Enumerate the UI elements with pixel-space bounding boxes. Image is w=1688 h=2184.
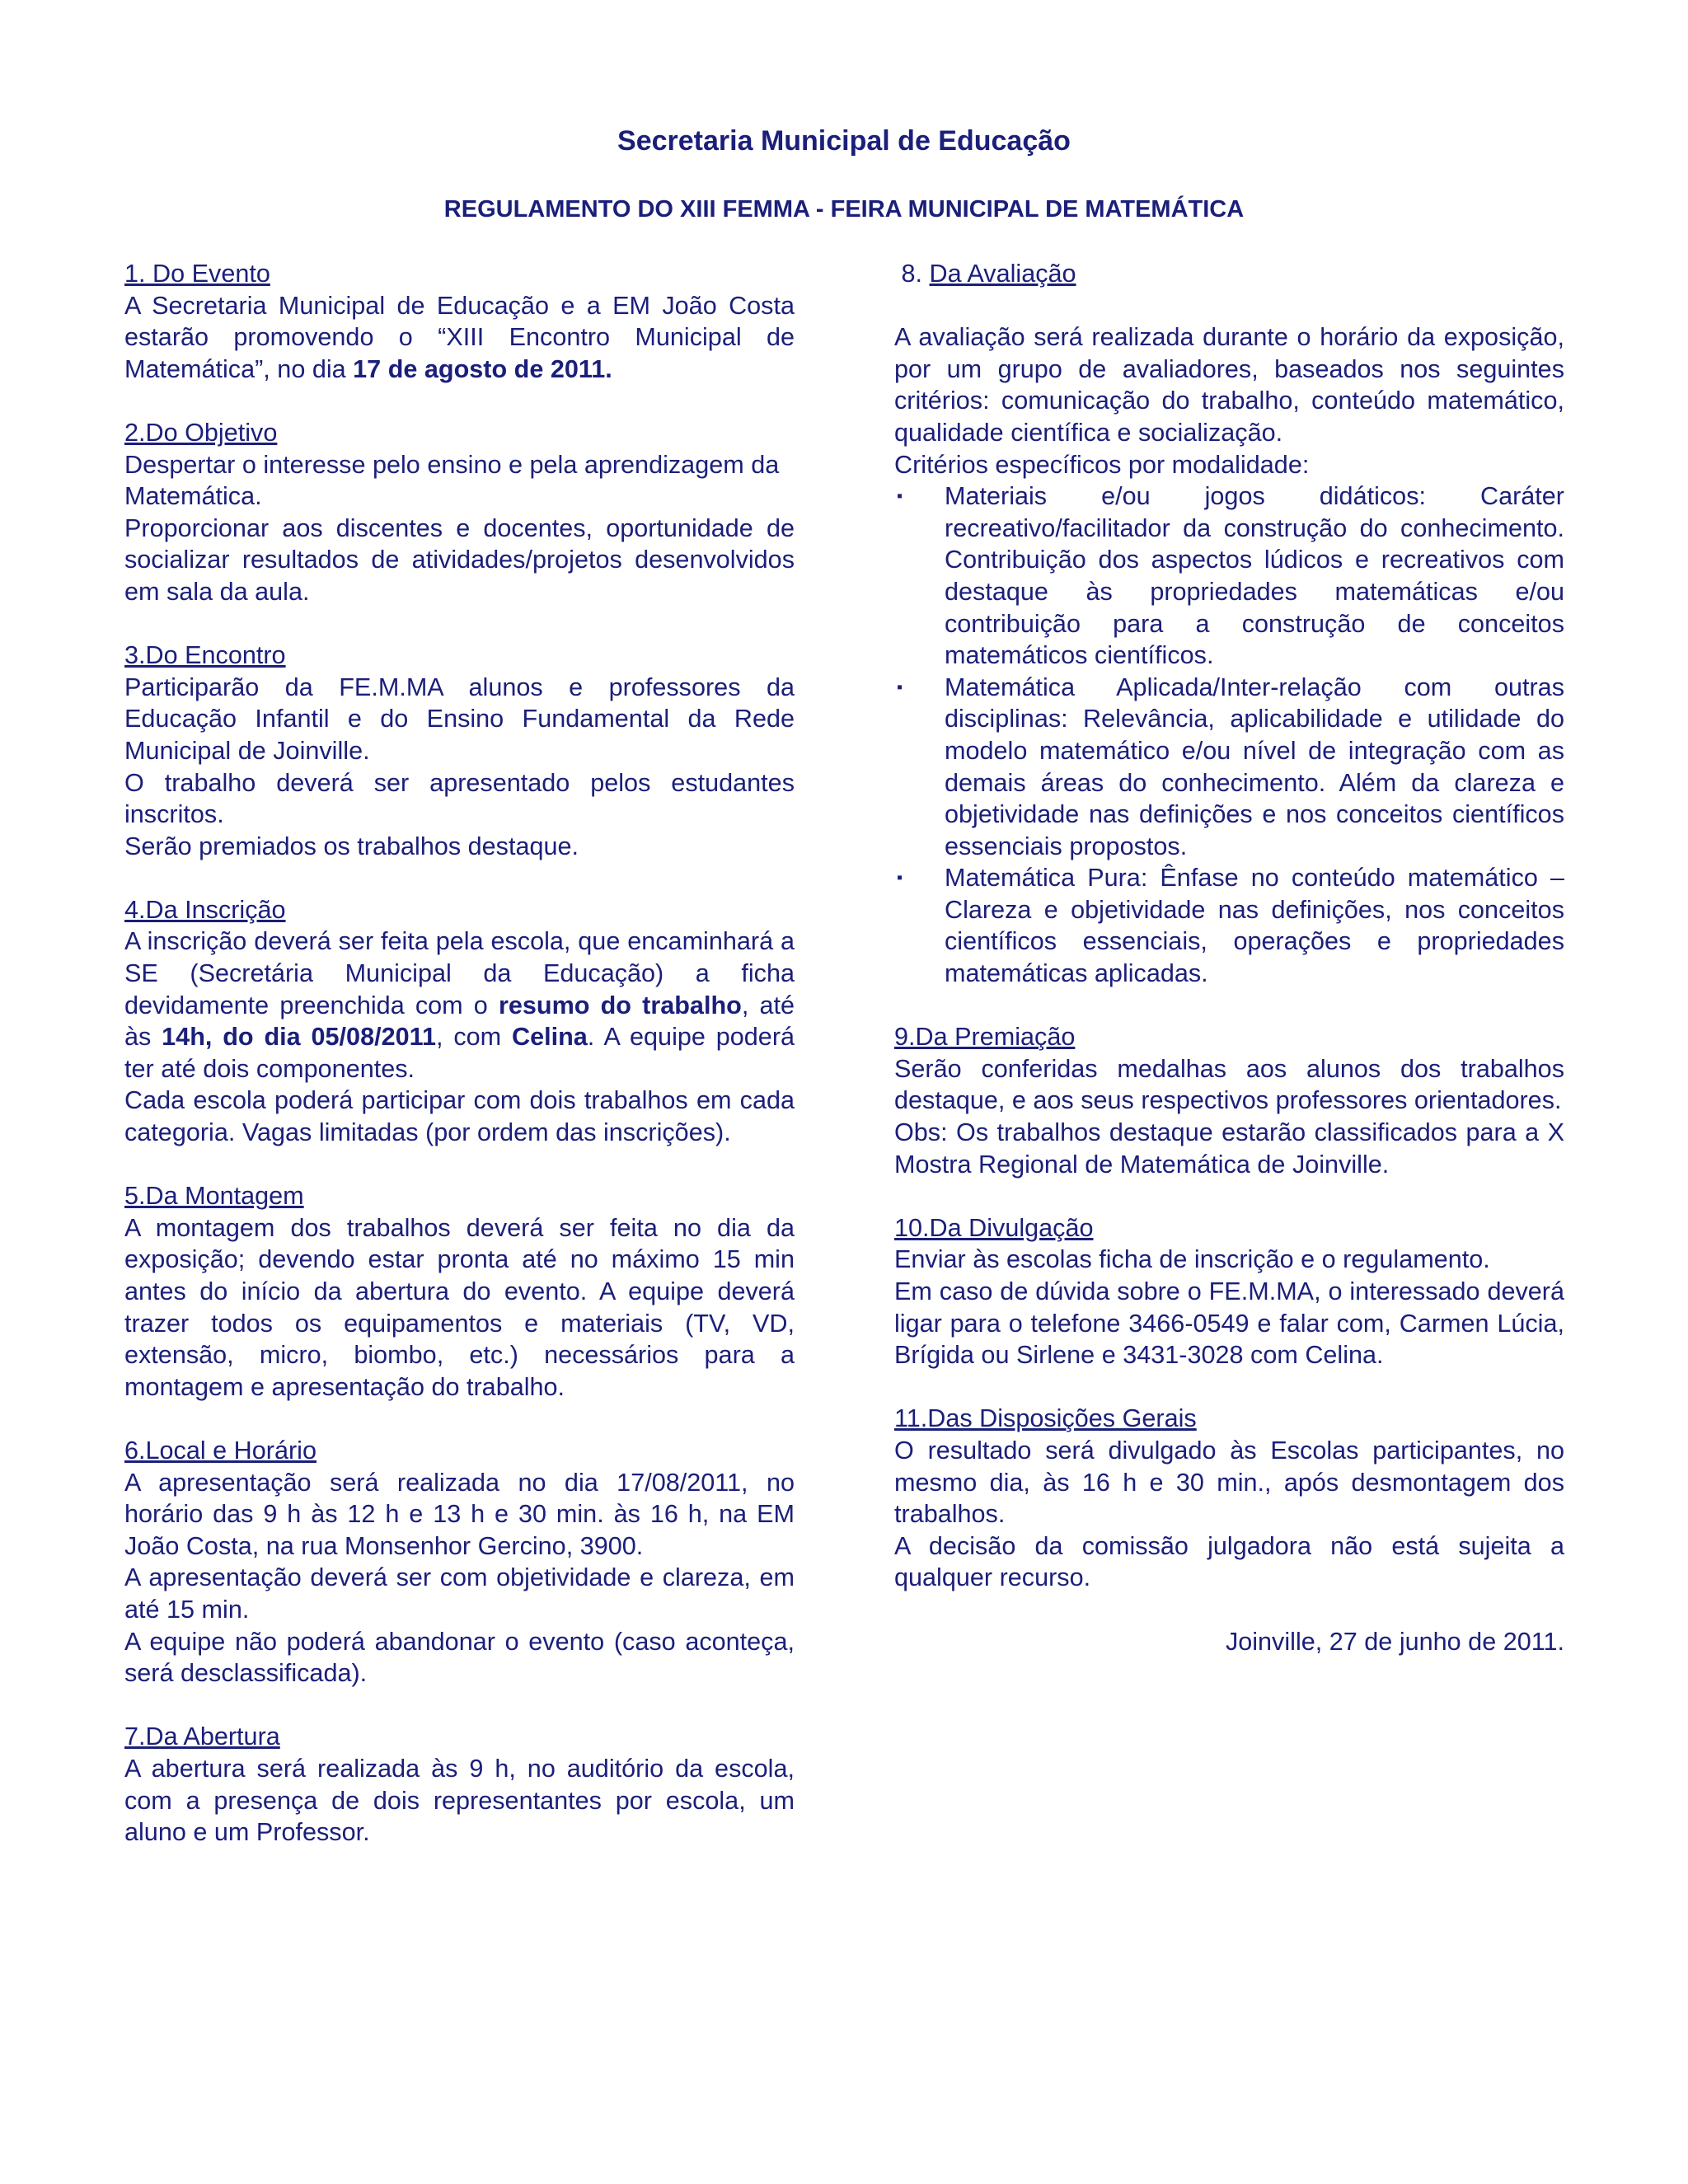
section-paragraph: Cada escola poderá participar com dois trabalhos em cada categoria. Vagas limitadas (por ordem das inscrições). [124,1086,795,1147]
text-run: A inscrição deverá ser feita pela escola, que encaminhará a SE (Secretária Municipal da Educação) a ficha devidamente preenchida com o [124,927,795,1019]
bold-text: resumo do trabalho [498,991,742,1019]
section-title: 10.Da Divulgação [894,1213,1094,1242]
section-title: 3.Do Encontro [124,641,286,670]
section-awards [894,1021,1564,1180]
section-paragraph [124,926,795,1085]
section-paragraph: Critérios específicos por modalidade: [894,450,1310,479]
section-paragraph: A decisão da comissão julgadora não está sujeita a qualquer recurso. [894,1531,1564,1592]
section-paragraph: A abertura será realizada às 9 h, no auditório da escola, com a presença de dois representantes por escola, um aluno e um Professor. [124,1754,795,1847]
section-title: 4.Da Inscrição [124,895,286,924]
section-paragraph: Enviar às escolas ficha de inscrição e o regulamento. [894,1245,1490,1274]
bullet-icon: ▪ [897,677,903,696]
section-paragraph: Despertar o interesse pelo ensino e pela aprendizagem da Matemática. [124,450,780,511]
deadline: 14h, do dia 05/08/2011 [162,1023,436,1052]
list-item [894,672,1564,863]
section-paragraph: A equipe não poderá abandonar o evento (caso aconteça, será desclassificada). [124,1627,795,1688]
section-general-provisions [894,1403,1564,1594]
section-title: 11.Das Disposições Gerais [894,1404,1197,1433]
section-paragraph: A apresentação será realizada no dia 17/08/2011, no horário das 9 h às 12 h e 13 h e 30 min. às 16 h, na EM João Costa, na rua Monsenhor Gercino, 3900. [124,1468,795,1560]
section-evaluation [894,258,1564,990]
section-setup [124,1180,795,1403]
section-paragraph: A apresentação deverá ser com objetividade e clareza, em até 15 min. [124,1563,795,1624]
criteria-list [894,480,1564,990]
text-run: A Secretaria Municipal de Educação e a EM João Costa estarão promovendo o “XIII Encontro Municipal de Matemática”, no dia [124,291,795,383]
page-title: Secretaria Municipal de Educação [617,125,1071,157]
text-run: . A equipe poderá ter até dois componentes. [124,1023,795,1083]
section-title: 2.Do Objetivo [124,418,278,447]
section-paragraph: Em caso de dúvida sobre o FE.M.MA, o interessado deverá ligar para o telefone 3466-0549 e falar com, Carmen Lúcia, Brígida ou Sirlene e 3431-3028 com Celina. [894,1277,1564,1370]
section-registration [124,894,795,1149]
section-meeting [124,640,795,862]
criterion-text: Matemática Aplicada/Inter-relação com outras disciplinas: Relevância, aplicabilidade e utilidade do modelo matemático e/ou nível de integração com as demais áreas do conhecimento. Além da clareza e objetividade nas definições e nos conceitos científicos essenciais propostos. [945,673,1564,860]
section-title: 1. Do Evento [124,260,270,288]
criterion-text: Materiais e/ou jogos didáticos: Caráter recreativo/facilitador da construção do conhecimento. Contribuição dos aspectos lúdicos e recreativos com destaque às propriedades matemáticas e/ou contribuição para a construção de conceitos matemáticos científicos. [945,482,1564,670]
criterion-text: Matemática Pura: Ênfase no conteúdo matemático – Clareza e objetividade nas definições, nos conceitos científicos essenciais, operações e propriedades matemáticas aplicadas. [945,864,1564,988]
list-item [894,480,1564,672]
regulation-title: REGULAMENTO DO XIII FEMMA - FEIRA MUNICIPAL DE MATEMÁTICA [443,196,1245,223]
section-location-time [124,1435,795,1690]
left-column [124,258,795,1880]
section-dissemination [894,1212,1564,1371]
section-paragraph: A montagem dos trabalhos deverá ser feita no dia da exposição; devendo estar pronta até no máximo 15 min antes do início da abertura do evento. A equipe deverá trazer todos os equipamentos e materiais (TV, VD, extensão, micro, biombo, etc.) necessários para a montagem e apresentação do trabalho. [124,1213,795,1401]
text-run: , até às [124,991,795,1052]
section-opening [124,1721,795,1848]
section-title: 5.Da Montagem [124,1182,304,1211]
section-paragraph: Serão premiados os trabalhos destaque. [124,832,579,860]
bullet-icon: ▪ [897,869,903,888]
contact-name: Celina [511,1023,588,1052]
section-paragraph: Proporcionar aos discentes e docentes, oportunidade de socializar resultados de atividades/projetos desenvolvidos em sala da aula. [124,513,795,606]
event-date: 17 de agosto de 2011. [353,354,612,383]
section-title: Da Avaliação [929,260,1076,288]
list-item [894,862,1564,989]
section-objective [124,417,795,608]
place-date-signoff: Joinville, 27 de junho de 2011. [1225,1627,1564,1656]
section-title: 9.Da Premiação [894,1023,1076,1052]
section-paragraph: Participarão da FE.M.MA alunos e professores da Educação Infantil e do Ensino Fundamental da Rede Municipal de Joinville. [124,673,795,765]
section-paragraph: Obs: Os trabalhos destaque estarão classificados para a X Mostra Regional de Matemática de Joinville. [894,1118,1564,1179]
section-title: 7.Da Abertura [124,1722,280,1751]
section-paragraph: Serão conferidas medalhas aos alunos dos trabalhos destaque, e aos seus respectivos professores orientadores. [894,1054,1564,1115]
right-column [894,258,1564,1657]
section-paragraph: O trabalho deverá ser apresentado pelos estudantes inscritos. [124,768,795,829]
text-run: , com [435,1023,512,1052]
section-paragraph: O resultado será divulgado às Escolas participantes, no mesmo dia, às 16 h e 30 min., após desmontagem dos trabalhos. [894,1436,1564,1529]
section-title: 6.Local e Horário [124,1436,316,1465]
section-event [124,258,795,385]
section-heading [894,258,1564,290]
section-paragraph: A avaliação será realizada durante o horário da exposição, por um grupo de avaliadores, baseados nos seguintes critérios: comunicação do trabalho, conteúdo matemático, qualidade científica e socialização. [894,323,1564,447]
section-paragraph [124,290,795,386]
bullet-icon: ▪ [897,487,903,506]
section-number: 8. [894,260,930,288]
